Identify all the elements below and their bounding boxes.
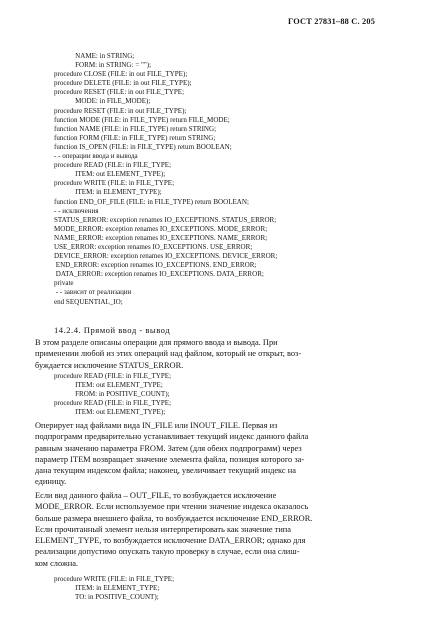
code-line: end SEQUENTIAL_IO; [54,297,123,306]
code-line: function FORM (FILE: in FILE_TYPE) return STRING; [54,133,216,142]
text-line: ELEMENT_TYPE, то возбуждается исключение DATA_ERROR; однако для [35,536,306,546]
code-line: USE_ERROR: exception renames IO_EXCEPTIONS. USE_ERROR; [54,242,253,251]
text-line: больше размера внешнего файла, то возбуждается исключение END_ERROR. [35,513,313,523]
text-line: подпрограмм предварительно устанавливает текущий индекс данного файла [35,432,309,442]
code-line: NAME_ERROR: exception renames IO_EXCEPTIONS. NAME_ERROR; [54,233,268,242]
code-block-write [54,575,174,602]
code-line: ITEM: in ELEMENT_TYPE); [54,188,162,197]
code-line: MODE_ERROR: exception renames IO_EXCEPTIONS. MODE_ERROR; [54,224,268,233]
code-line: ITEM: in ELEMENT_TYPE; [54,584,160,593]
code-line: procedure RESET (FILE: in out FILE_TYPE); [54,106,187,115]
paragraph-read-semantics [35,420,407,488]
code-line: procedure WRITE (FILE: in FILE_TYPE; [54,179,175,188]
text-line: параметр ITEM возвращает значение элемента файла, позиция которого за- [35,454,305,464]
text-line: MODE_ERROR. Если используемое при чтении значение индекса оказалось [35,502,309,512]
code-line: STATUS_ERROR: exception renames IO_EXCEPTIONS. STATUS_ERROR; [54,215,277,224]
code-line: procedure WRITE (FILE: in FILE_TYPE; [54,575,175,583]
code-line: MODE: in FILE_MODE); [54,97,151,106]
code-line: TO: in POSITIVE_COUNT); [54,593,159,602]
text-line: Оперирует над файлами вида IN_FILE или INOUT_FILE. Первая из [35,421,278,430]
code-line: FORM: in STRING: = ""); [54,61,152,70]
text-line: дана текущим индексом файла; наконец, увеличивает текущий индекс на [35,466,296,476]
text-line: реализации допустимо опускать такую проверку в случае, если она слиш- [35,547,300,557]
paragraph-intro [35,337,407,371]
code-line: - - зависит от реализации [54,288,132,297]
text-line: Если вид данного файла – OUT_FILE, то возбуждается исключение [35,491,277,500]
code-line: procedure DELETE (FILE: in out FILE_TYPE); [54,79,192,88]
paragraph-read-exceptions [35,490,407,569]
text-line: равным значению параметра FROM. Затем (для обеих подпрограмм) через [35,443,302,453]
code-line: procedure READ (FILE: in FILE_TYPE; [54,372,172,380]
text-line: ком сложна. [35,558,79,568]
code-line: FROM: in POSITIVE_COUNT); [54,390,170,399]
text-line: единицу. [35,477,67,487]
code-line: function END_OF_FILE (FILE: in FILE_TYPE) return BOOLEAN; [54,197,249,206]
code-line: ITEM: out ELEMENT_TYPE); [54,408,166,417]
code-line: END_ERROR: exception renames IO_EXCEPTIONS. END_ERROR; [54,261,257,270]
code-line: procedure READ (FILE: in FILE_TYPE; [54,399,172,408]
code-block-sequential-io [54,52,277,307]
code-line: DATA_ERROR: exception renames IO_EXCEPTIONS. DATA_ERROR; [54,270,264,279]
code-line: NAME: in STRING; [54,52,135,60]
text-line: применении любой из этих операций над файлом, который не открыт, воз- [35,349,302,359]
text-line: Если прочитанный элемент нельзя интерпретировать как значение типа [35,524,291,534]
code-line: procedure RESET (FILE: in out FILE_TYPE; [54,88,185,97]
code-line: - - операции ввода и вывода [54,152,138,161]
code-line: function NAME (FILE: in FILE_TYPE) return STRING; [54,124,217,133]
code-line: DEVICE_ERROR: exception renames IO_EXCEPTIONS. DEVICE_ERROR; [54,252,278,261]
code-line: ITEM: out ELEMENT_TYPE; [54,381,163,390]
code-line: private [54,279,74,288]
code-line: - - исключения [54,206,99,215]
code-block-read [54,372,171,417]
code-line: ITEM: out ELEMENT_TYPE); [54,170,166,179]
code-line: function IS_OPEN (FILE: in FILE_TYPE) return BOOLEAN; [54,142,232,151]
code-line: function MODE (FILE: in FILE_TYPE) return FILE_MODE; [54,115,230,124]
text-line: В этом разделе описаны операции для прямого ввода и вывода. При [35,338,278,347]
code-line: procedure READ (FILE: in FILE_TYPE; [54,161,172,170]
code-line: procedure CLOSE (FILE: in out FILE_TYPE); [54,70,188,79]
text-line: буждается исключение STATUS_ERROR. [35,360,184,370]
section-heading: 14.2.4. Прямой ввод - вывод [54,325,171,335]
page-header: ГОСТ 27831–88 С. 205 [288,17,376,26]
